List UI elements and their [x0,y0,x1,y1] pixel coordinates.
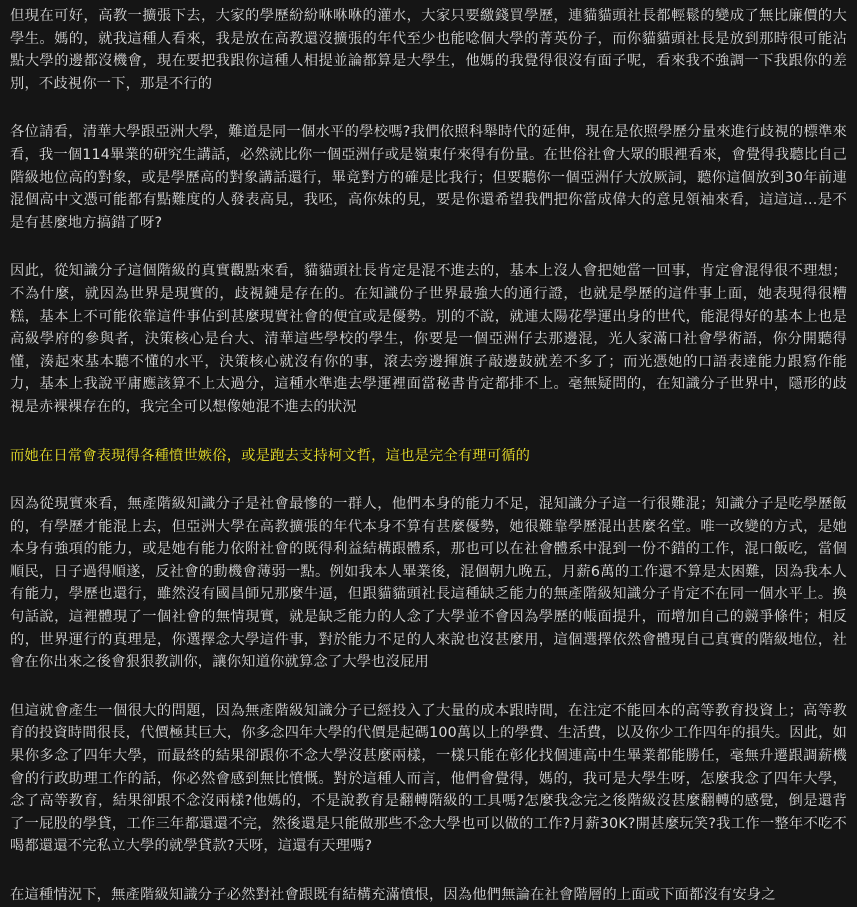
paragraph-5: 因為從現實來看，無產階級知識分子是社會最慘的一群人，他們本身的能力不足，混知識分子這一行很難混；知識分子是吃學歷飯的，有學歷才能混上去，但亞洲大學在高教擴張的年代本身不算有甚麼優勢，她很難靠學歷混出甚麼名堂。唯一改變的方式，是她本身有強項的能力，或是她有能力依附社會的既得利益結構跟體系，那也可以在社會體系中混到一份不錯的工作，混口飯吃，當個順民，日子過得順遂，反社會的動機會薄弱一點。例如我本人畢業後，混個朝九晚五，月薪6萬的工作還不算是太困難，因為我本人有能力，學歷也還行，雖然沒有國昌師兄那麼牛逼，但跟貓貓頭社長這種缺乏能力的無產階級知識分子肯定不在同一個水平上。換句話說，這裡體現了一個社會的無情現實，就是缺乏能力的人念了大學並不會因為學歷的帳面提升，而增加自己的競爭條件；相反的，世界運行的真理是，你選擇念大學這件事，對於能力不足的人來說也沒甚麼用，這個選擇依然會體現自己真實的階級地位，社會在你出來之後會狠狠教訓你，讓你知道你就算念了大學也沒屁用 [10,496,847,671]
paragraph-3: 因此，從知識分子這個階級的真實觀點來看，貓貓頭社長肯定是混不進去的，基本上沒人會把她當一回事，肯定會混得很不理想；不為什麼，就因為世界是現實的，歧視鏈是存在的。在知識份子世界最強大的通行證，也就是學歷的這件事上面，她表現得很糟糕，基本上不可能依靠這件事佔到甚麼現實社會的便宜或是優勢。別的不說，就連太陽花學運出身的世代，能混得好的基本上也是高級學府的參與者，決策核心是台大、清華這些學校的學生，你要是一個亞洲仔去那邊混，光人家滿口社會學術語，你分開聽得懂，湊起來基本聽不懂的水平，決策核心就沒有你的事，滾去旁邊揮旗子敲邊鼓就差不多了；而光憑她的口語表達能力跟寫作能力，基本上我說平庸應該算不上太過分，這種水準進去學運裡面當秘書肯定都排不上。毫無疑問的，在知識分子世界中，隱形的歧視是赤裸裸存在的，我完全可以想像她混不進去的狀況 [10,263,847,415]
paragraph-6: 但這就會產生一個很大的問題，因為無產階級知識分子已經投入了大量的成本跟時間，在注定不能回本的高等教育投資上；高等教育的投資時間很長，代價極其巨大，你多念四年大學的代價是起碼100萬以上的學費、生活費，以及你少工作四年的損失。因此，如果你多念了四年大學，而最終的結果卻跟你不念大學沒甚麼兩樣，一樣只能在彰化找個連高中生畢業都能勝任，毫無升遷跟調薪機會的行政助理工作的話，你必然會感到無比憤慨。對於這種人而言，他們會覺得，媽的，我可是大學生呀，怎麼我念了四年大學，念了高等教育，結果卻跟不念沒兩樣?他媽的，不是說教育是翻轉階級的工具嗎?怎麼我念完之後階級沒甚麼翻轉的感覺，倒是還背了一屁股的學貸，工作三年都還還不完，然後還是只能做那些不念大學也可以做的工作?月薪30K?開甚麼玩笑?我工作一整年不吃不喝都還還不完私立大學的就學貸款?天呀，這還有天理嗎? [10,702,847,855]
paragraph-7: 在這種情況下，無產階級知識分子必然對社會跟既有結構充滿憤恨，因為他們無論在社會階層的上面或下面都沒有安身之 [10,887,776,903]
paragraph-2: 各位請看，清華大學跟亞洲大學，難道是同一個水平的學校嗎?我們依照科舉時代的延伸，現在是依照學歷分量來進行歧視的標準來看，我一個114畢業的研究生講話，必然就比你一個亞洲仔或是嶺東仔來得有份量。在世俗社會大眾的眼裡看來，會覺得我聽比自己階級地位高的對象，或是學歷高的對象講話還行，畢竟對方的確是比我行；但要聽你一個亞洲仔大放厥詞，聽你這個放到30年前連混個高中文憑可能都有點難度的人發表高見，我呸，高你妹的見，要是你還希望我們把你當成偉大的意見領袖來看，這這這…是不是有甚麼地方搞錯了呀? [10,124,847,231]
paragraph-1: 但現在可好，高教一擴張下去，大家的學歷紛紛咻咻咻的灌水，大家只要繳錢買學歷，連貓貓頭社長都輕鬆的變成了無比廉價的大學生。媽的，就我這種人看來，我是放在高教還沒擴張的年代至少也能唸個大學的菁英份子，而你貓貓頭社長是放到那時很可能沾點大學的邊都沒機會，現在要把我跟你這種人相提並論都算是大學生，他媽的我覺得很沒有面子呢，看來我不強調一下我跟你的差別，不歧視你一下，那是不行的 [10,8,847,92]
highlighted-paragraph: 而她在日常會表現得各種憤世嫉俗，或是跑去支持柯文哲，這也是完全有理可循的 [10,447,531,464]
